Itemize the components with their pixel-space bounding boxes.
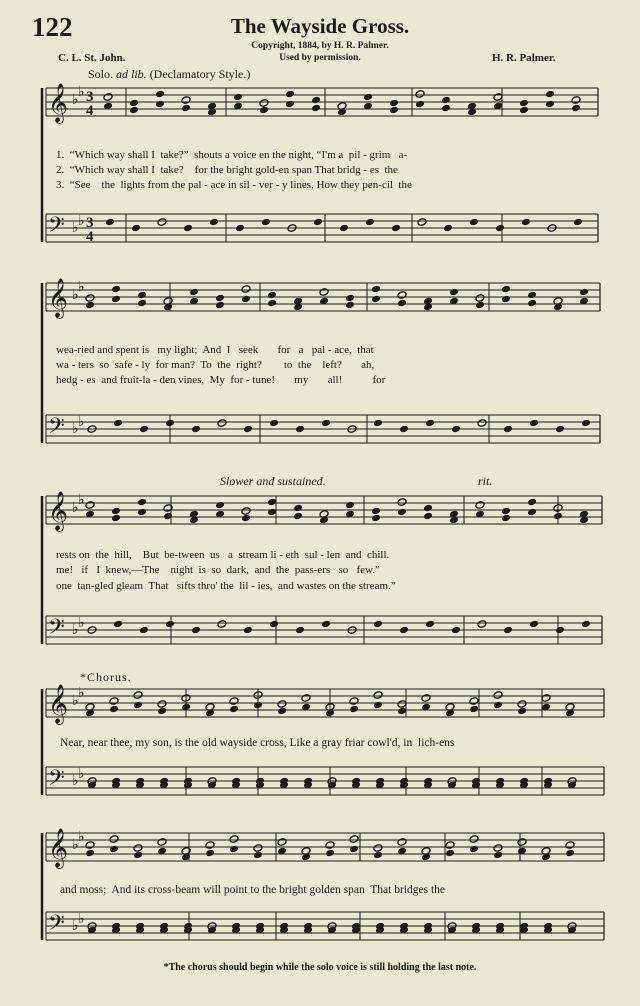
note-head (389, 106, 399, 115)
ritardando-direction: rit. (478, 474, 493, 488)
note-head (371, 295, 381, 304)
note-head (321, 419, 331, 428)
note-head (133, 701, 143, 710)
bass-clef-icon: 𝄢 (48, 615, 65, 645)
note-head (295, 626, 305, 635)
note-head (581, 620, 591, 629)
note-head (205, 841, 215, 850)
note-head (285, 100, 295, 109)
note-head (133, 851, 143, 860)
flat-icon: ♭ (78, 766, 85, 782)
note-head (417, 218, 427, 227)
note-head (133, 844, 143, 853)
treble-clef-icon: 𝄞 (48, 278, 69, 318)
note-head (397, 291, 407, 300)
note-head (233, 93, 243, 102)
note-head (85, 841, 95, 850)
note-head (519, 106, 529, 115)
note-head (443, 224, 453, 233)
flat-icon: ♭ (78, 911, 85, 927)
lyricist: C. L. St. John. (58, 52, 126, 64)
note-head (493, 691, 503, 700)
note-head (277, 838, 287, 847)
note-head (495, 224, 505, 233)
note-head (261, 218, 271, 227)
note-head (517, 700, 527, 709)
note-head (475, 301, 485, 310)
note-head (267, 508, 277, 517)
note-head (229, 705, 239, 714)
note-head (529, 620, 539, 629)
verse-3-line: 3. “See the lights from the pal - ace in sil - ver - y lines, How they pen-cil the (56, 179, 412, 191)
note-head (137, 291, 147, 300)
note-head (501, 295, 511, 304)
note-head (267, 299, 277, 308)
note-head (363, 93, 373, 102)
note-head (301, 694, 311, 703)
hymn-title: The Wayside Gross. (230, 14, 410, 38)
footnote: *The chorus should begin while the solo voice is still holding the last note. (163, 962, 477, 973)
note-head (85, 294, 95, 303)
hymn-number: 122 (32, 12, 73, 42)
note-head (253, 701, 263, 710)
verse-2-line: 2. “Which way shall I take? for the bright gold-en span That bridg - es the (56, 164, 398, 176)
note-head (493, 844, 503, 853)
note-head (109, 845, 119, 854)
flat-icon: ♭ (78, 492, 85, 508)
note-head (423, 504, 433, 513)
note-head (529, 419, 539, 428)
verse-2-line: wa - ters so safe - ly for man? To the right? to the left? ah, (56, 359, 375, 371)
note-head (111, 285, 121, 294)
note-head (111, 295, 121, 304)
note-head (501, 507, 511, 516)
note-head (373, 691, 383, 700)
note-head (371, 514, 381, 523)
note-head (503, 626, 513, 635)
note-head (241, 507, 251, 516)
bass-clef-icon: 𝄢 (48, 414, 65, 444)
note-head (555, 626, 565, 635)
note-head (391, 224, 401, 233)
note-head (581, 419, 591, 428)
note-head (85, 849, 95, 858)
note-head (293, 512, 303, 521)
note-head (215, 501, 225, 510)
note-head (157, 838, 167, 847)
note-head (111, 514, 121, 523)
note-head (527, 291, 537, 300)
note-head (469, 845, 479, 854)
note-head (139, 626, 149, 635)
note-head (139, 425, 149, 434)
note-head (181, 96, 191, 105)
note-head (541, 694, 551, 703)
flat-icon: ♭ (72, 287, 79, 303)
time-signature: 3 (86, 215, 94, 231)
note-head (371, 507, 381, 516)
permission-notice: Used by permission. (279, 53, 361, 63)
bass-clef-icon: 𝄢 (48, 213, 65, 243)
note-head (521, 218, 531, 227)
note-head (397, 838, 407, 847)
treble-clef-icon: 𝄞 (48, 491, 69, 531)
note-head (215, 301, 225, 310)
note-head (157, 700, 167, 709)
note-head (339, 224, 349, 233)
note-head (373, 701, 383, 710)
copyright-notice: Copyright, 1884, by H. R. Palmer. (251, 41, 389, 51)
flat-icon: ♭ (72, 421, 79, 437)
note-head (349, 845, 359, 854)
note-head (441, 104, 451, 113)
note-head (215, 294, 225, 303)
note-head (113, 419, 123, 428)
note-head (129, 106, 139, 115)
note-head (137, 299, 147, 308)
note-head (109, 697, 119, 706)
flat-icon: ♭ (78, 213, 85, 229)
note-head (133, 691, 143, 700)
bass-clef-icon: 𝄢 (48, 766, 65, 796)
note-head (229, 697, 239, 706)
note-head (517, 707, 527, 716)
note-head (155, 90, 165, 99)
note-head (469, 835, 479, 844)
note-head (345, 301, 355, 310)
note-head (475, 294, 485, 303)
note-head (235, 224, 245, 233)
flat-icon: ♭ (78, 615, 85, 631)
note-head (241, 514, 251, 523)
note-head (165, 620, 175, 629)
note-head (277, 700, 287, 709)
chorus-heading: *Chorus. (80, 670, 132, 684)
note-head (85, 501, 95, 510)
time-signature: 4 (86, 103, 94, 119)
note-head (103, 93, 113, 102)
note-head (389, 99, 399, 108)
note-head (545, 90, 555, 99)
note-head (113, 620, 123, 629)
note-head (373, 620, 383, 629)
note-head (371, 285, 381, 294)
note-head (493, 851, 503, 860)
note-head (229, 845, 239, 854)
treble-clef-icon: 𝄞 (48, 83, 69, 123)
composer: H. R. Palmer. (492, 52, 556, 64)
note-head (157, 707, 167, 716)
note-head (517, 838, 527, 847)
note-head (469, 705, 479, 714)
note-head (313, 218, 323, 227)
note-head (253, 851, 263, 860)
flat-icon: ♭ (72, 773, 79, 789)
flat-icon: ♭ (78, 414, 85, 430)
note-head (399, 626, 409, 635)
note-head (183, 224, 193, 233)
note-head (397, 299, 407, 308)
note-head (165, 419, 175, 428)
note-head (349, 835, 359, 844)
note-head (365, 218, 375, 227)
note-head (397, 700, 407, 709)
flat-icon: ♭ (72, 92, 79, 108)
note-head (155, 100, 165, 109)
time-signature: 4 (86, 229, 94, 245)
note-head (397, 508, 407, 517)
bass-clef-icon: 𝄢 (48, 911, 65, 941)
note-head (349, 697, 359, 706)
flat-icon: ♭ (78, 84, 85, 100)
note-head (243, 626, 253, 635)
note-head (415, 100, 425, 109)
note-head (109, 705, 119, 714)
note-head (229, 835, 239, 844)
note-head (565, 841, 575, 850)
note-head (241, 285, 251, 294)
note-head (345, 294, 355, 303)
note-head (259, 106, 269, 115)
verse-3-line: one tan-gled gleam That sifts thro' the lil - ies, and wastes on the stream.” (56, 580, 396, 592)
note-head (243, 425, 253, 434)
note-head (191, 626, 201, 635)
flat-icon: ♭ (72, 622, 79, 638)
note-head (415, 90, 425, 99)
note-head (493, 701, 503, 710)
note-head (527, 299, 537, 308)
verse-3-line: hedg - es and fruit-la - den vines, My for - tune! my all! for (56, 374, 386, 386)
note-head (475, 501, 485, 510)
note-head (241, 295, 251, 304)
note-head (267, 291, 277, 300)
flat-icon: ♭ (72, 918, 79, 934)
note-head (527, 508, 537, 517)
note-head (209, 218, 219, 227)
note-head (129, 99, 139, 108)
note-head (477, 419, 487, 428)
tempo-direction: Slower and sustained. (220, 474, 326, 488)
note-head (397, 498, 407, 507)
verse-2-line: me! if I knew,—The night is so dark, and the pass-ers so few.” (56, 564, 380, 576)
note-head (555, 425, 565, 434)
note-head (181, 104, 191, 113)
note-head (469, 697, 479, 706)
note-head (373, 844, 383, 853)
note-head (469, 218, 479, 227)
note-head (205, 849, 215, 858)
flat-icon: ♭ (72, 500, 79, 516)
note-head (111, 507, 121, 516)
chorus-line: and moss; And its cross-beam will point to the bright golden span That bridges the (60, 884, 445, 896)
note-head (493, 93, 503, 102)
note-head (545, 100, 555, 109)
note-head (449, 288, 459, 297)
note-head (105, 218, 115, 227)
note-head (579, 288, 589, 297)
note-head (553, 512, 563, 521)
note-head (425, 620, 435, 629)
note-head (373, 419, 383, 428)
note-head (501, 285, 511, 294)
note-head (571, 96, 581, 105)
note-head (311, 96, 321, 105)
note-head (269, 419, 279, 428)
note-head (267, 498, 277, 507)
note-head (345, 501, 355, 510)
note-head (295, 425, 305, 434)
treble-clef-icon: 𝄞 (48, 828, 69, 868)
note-head (503, 425, 513, 434)
note-head (137, 508, 147, 517)
chorus-line: Near, near thee, my son, is the old wayside cross, Like a gray friar cowl'd, in lich-ens (60, 737, 455, 749)
note-head (131, 224, 141, 233)
note-head (191, 425, 201, 434)
note-head (423, 512, 433, 521)
note-head (397, 707, 407, 716)
note-head (565, 849, 575, 858)
note-head (319, 288, 329, 297)
note-head (311, 104, 321, 113)
note-head (137, 498, 147, 507)
flat-icon: ♭ (78, 685, 85, 701)
verse-1-line: wea-ried and spent is my light; And I seek for a pal - ace, that (56, 344, 374, 356)
note-head (253, 844, 263, 853)
note-head (269, 620, 279, 629)
flat-icon: ♭ (78, 829, 85, 845)
flat-icon: ♭ (78, 279, 85, 295)
note-head (217, 419, 227, 428)
note-head (217, 620, 227, 629)
flat-icon: ♭ (72, 693, 79, 709)
note-head (189, 288, 199, 297)
note-head (325, 849, 335, 858)
note-head (293, 504, 303, 513)
solo-direction: Solo. ad lib. (Declamatory Style.) (88, 67, 251, 81)
note-head (85, 301, 95, 310)
time-signature: 3 (86, 89, 94, 105)
note-head (399, 425, 409, 434)
treble-clef-icon: 𝄞 (48, 684, 69, 724)
note-head (157, 218, 167, 227)
note-head (451, 425, 461, 434)
note-head (285, 90, 295, 99)
note-head (321, 620, 331, 629)
note-head (519, 99, 529, 108)
note-head (573, 218, 583, 227)
note-head (325, 841, 335, 850)
note-head (425, 419, 435, 428)
note-head (109, 835, 119, 844)
verse-1-line: 1. “Which way shall I take?” shouts a voice en the night, “I'm a pil - grim a- (56, 149, 408, 161)
note-head (445, 841, 455, 850)
note-head (421, 694, 431, 703)
verse-1-line: rests on the hill, But be-tween us a stream li - eth sul - len and chill. (56, 549, 390, 561)
note-head (373, 851, 383, 860)
note-head (441, 96, 451, 105)
note-head (527, 498, 537, 507)
note-head (501, 514, 511, 523)
note-head (259, 99, 269, 108)
note-head (477, 620, 487, 629)
note-head (445, 849, 455, 858)
note-head (451, 626, 461, 635)
note-head (277, 707, 287, 716)
note-head (349, 705, 359, 714)
flat-icon: ♭ (72, 220, 79, 236)
note-head (571, 104, 581, 113)
flat-icon: ♭ (72, 837, 79, 853)
